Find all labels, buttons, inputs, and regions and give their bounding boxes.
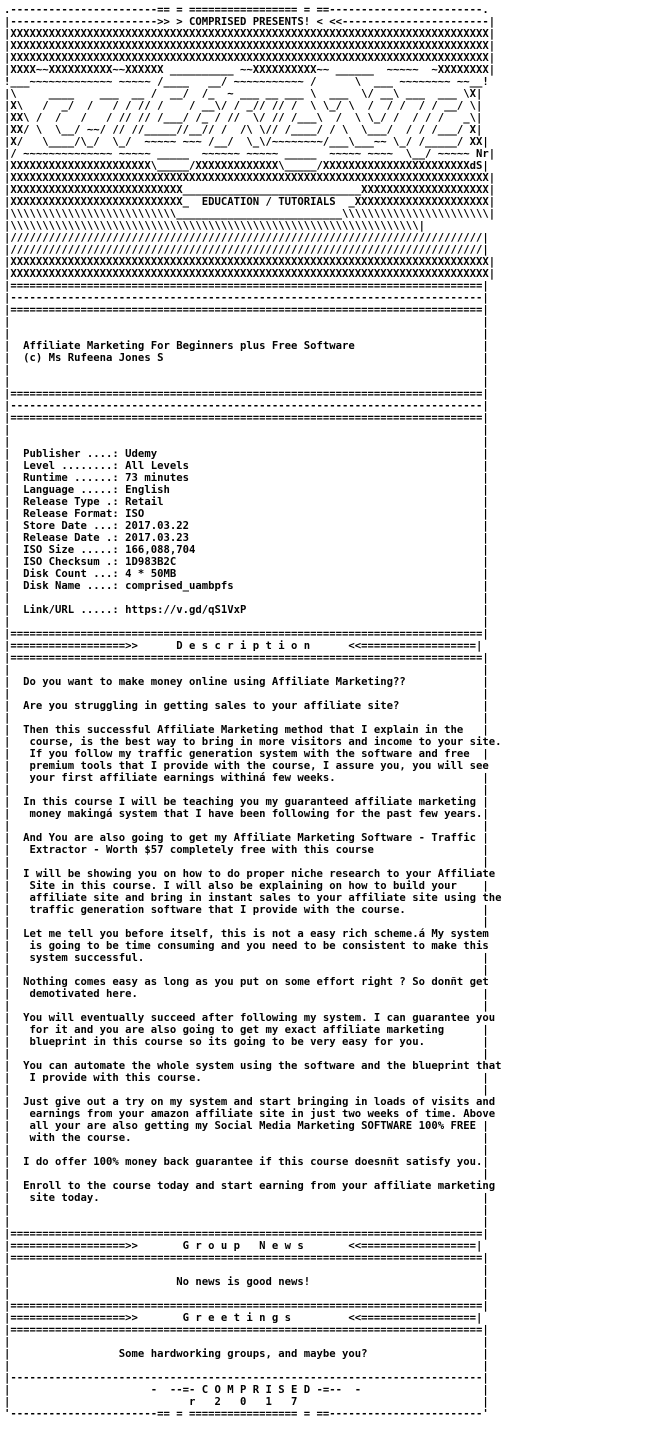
nfo-line: .-----------------------== = ================= = ==------------------------. (4, 4, 489, 16)
nfo-line: | | (4, 364, 489, 376)
nfo-line: |==========================================================================| (4, 1228, 489, 1240)
nfo-line: |==========================================================================| (4, 1252, 489, 1264)
nfo-line: |XX/ \ \__/ ~~/ // //_____//__// / /\ \// /____/ / \ \___/ / / /___/ X| (4, 124, 483, 136)
nfo-line: | | (4, 712, 489, 724)
nfo-line: | (c) Ms Rufeena Jones S | (4, 352, 489, 364)
nfo-line: | | (4, 1336, 489, 1348)
nfo-line: | | (4, 592, 489, 604)
nfo-line: | ISO Size .....: 166,088,704 | (4, 544, 489, 556)
nfo-line: | | (4, 820, 489, 832)
nfo-line: | r 2 0 1 7 | (4, 1396, 489, 1408)
nfo-line: | Just give out a try on my system and start bringing in loads of visits and (4, 1096, 496, 1108)
nfo-line: | Let me tell you before itself, this is not a easy rich scheme.á My system (4, 928, 489, 940)
nfo-line: | Release Format: ISO | (4, 508, 489, 520)
nfo-line: |\\\\\\\\\\\\\\\\\\\\\\\\\\\\\\\\\\\\\\\\\\\\\\\\\\\\\\\\\\\\\\\\| (4, 220, 425, 232)
nfo-line: |==========================================================================| (4, 304, 489, 316)
nfo-line: |\\\\\\\\\\\\\\\\\\\\\\\\\\__________________________\\\\\\\\\\\\\\\\\\\\\\\| (4, 208, 496, 220)
nfo-line: |/ ~~~~~~~~~~~~~~ ~~~~~ _____ ~~~~~~ ~~~~~ _____ ~~~~~ ~~~~ \__/ ~~~~~ Nr| (4, 148, 496, 160)
nfo-line: | | (4, 316, 489, 328)
nfo-line: |XXXXXXXXXXXXXXXXXXXXXXXXXXX____________________________XXXXXXXXXXXXXXXXXXXX| (4, 184, 496, 196)
nfo-line: | premium tools that I provide with the course, I assure you, you will see (4, 760, 489, 772)
nfo-line: | | (4, 1204, 489, 1216)
nfo-line: |XXXXXXXXXXXXXXXXXXXXXXXXXXX_ EDUCATION / TUTORIALS _XXXXXXXXXXXXXXXXXXXXX| (4, 196, 496, 208)
nfo-line: |XX\ / / / / // // /___/ /_ / // \/ // /___\ / \ \_/ / / / / _\| (4, 112, 483, 124)
nfo-line: '-----------------------== = ================= = ==------------------------' (4, 1408, 489, 1420)
nfo-line: |XXXXXXXXXXXXXXXXXXXXXXXXXXXXXXXXXXXXXXXXXXXXXXXXXXXXXXXXXXXXXXXXXXXXXXXXXXX| (4, 52, 496, 64)
nfo-line: | money makingá system that I have been following for the past few years.| (4, 808, 489, 820)
nfo-line: |XXXXXXXXXXXXXXXXXXXXXXXXXXXXXXXXXXXXXXXXXXXXXXXXXXXXXXXXXXXXXXXXXXXXXXXXXXX| (4, 28, 496, 40)
nfo-line: | | (4, 1288, 489, 1300)
nfo-line: |//////////////////////////////////////////////////////////////////////////| (4, 244, 489, 256)
nfo-line: | I provide with this course. | (4, 1072, 489, 1084)
nfo-line: |--------------------------------------------------------------------------| (4, 1372, 489, 1384)
nfo-line: | | (4, 436, 489, 448)
nfo-line: |==========================================================================| (4, 388, 489, 400)
nfo-line: | | (4, 1264, 489, 1276)
nfo-line: |XXXXXXXXXXXXXXXXXXXXXXXXXXXXXXXXXXXXXXXXXXXXXXXXXXXXXXXXXXXXXXXXXXXXXXXXXXX| (4, 172, 496, 184)
nfo-line: | Release Date .: 2017.03.23 | (4, 532, 489, 544)
nfo-line: |==================>> D e s c r i p t i o n <<==================| (4, 640, 483, 652)
nfo-line: | Language .....: English | (4, 484, 489, 496)
nfo-line: | Enroll to the course today and start earning from your affiliate marketing (4, 1180, 496, 1192)
nfo-line: | Level ........: All Levels | (4, 460, 489, 472)
nfo-line: |==================>> G r o u p N e w s <<==================| (4, 1240, 483, 1252)
nfo-line: | Then this successful Affiliate Marketing method that I explain in the | (4, 724, 489, 736)
nfo-line: | for it and you are also going to get my exact affiliate marketing | (4, 1024, 489, 1036)
nfo-line: | demotivated here. | (4, 988, 489, 1000)
nfo-line: |==========================================================================| (4, 628, 489, 640)
nfo-line: | Disk Count ...: 4 * 50MB | (4, 568, 489, 580)
nfo-line: | No news is good news! | (4, 1276, 489, 1288)
nfo-line: | I do offer 100% money back guarantee if this course doesnñt satisfy you.| (4, 1156, 489, 1168)
nfo-line: | | (4, 424, 489, 436)
nfo-line: | with the course. | (4, 1132, 489, 1144)
nfo-line: | - --=- C O M P R I S E D -=-- - | (4, 1384, 489, 1396)
nfo-line: |XXXXXXXXXXXXXXXXXXXXXXXXXXXXXXXXXXXXXXXXXXXXXXXXXXXXXXXXXXXXXXXXXXXXXXXXXXX| (4, 40, 496, 52)
nfo-line: | Release Type .: Retail | (4, 496, 489, 508)
nfo-line: | Store Date ...: 2017.03.22 | (4, 520, 489, 532)
nfo-line: | | (4, 784, 489, 796)
nfo-line: |==========================================================================| (4, 280, 489, 292)
nfo-line: | You will eventually succeed after following my system. I can guarantee you (4, 1012, 496, 1024)
nfo-line: | affiliate site and bring in instant sales to your affiliate site using the (4, 892, 502, 904)
nfo-line: | | (4, 1360, 489, 1372)
nfo-line: | is going to be time consuming and you need to be consistent to make this (4, 940, 489, 952)
nfo-line: | | (4, 964, 489, 976)
nfo-line: | In this course I will be teaching you my guaranteed affiliate marketing | (4, 796, 489, 808)
nfo-line: | | (4, 916, 489, 928)
nfo-line: | | (4, 1048, 489, 1060)
nfo-line: | | (4, 1084, 489, 1096)
nfo-line: |XXXXXXXXXXXXXXXXXXXXXXXXXXXXXXXXXXXXXXXXXXXXXXXXXXXXXXXXXXXXXXXXXXXXXXXXXXX| (4, 268, 496, 280)
nfo-line: | ISO Checksum .: 1D983B2C | (4, 556, 489, 568)
nfo-line: |XXXX~~XXXXXXXXXX~~XXXXXX __________ ~~XXXXXXXXXX~~ ______ ~~~~~ ~XXXXXXXX| (4, 64, 496, 76)
nfo-line: | site today. | (4, 1192, 489, 1204)
nfo-line: | | (4, 328, 489, 340)
nfo-line: |--------------------------------------------------------------------------| (4, 292, 489, 304)
nfo-line: | Some hardworking groups, and maybe you? | (4, 1348, 489, 1360)
nfo-line: | | (4, 856, 489, 868)
nfo-line: | blueprint in this course so its going to be very easy for you. | (4, 1036, 489, 1048)
nfo-line: |--------------------------------------------------------------------------| (4, 400, 489, 412)
nfo-line: |==========================================================================| (4, 1300, 489, 1312)
nfo-line: | I will be showing you on how to do proper niche research to your Affiliate (4, 868, 496, 880)
nfo-line: | | (4, 1216, 489, 1228)
nfo-line: | | (4, 376, 489, 388)
nfo-line: |==========================================================================| (4, 652, 489, 664)
nfo-line: | Are you struggling in getting sales to your affiliate site? | (4, 700, 489, 712)
nfo-line: |XXXXXXXXXXXXXXXXXXXXXX\_____/XXXXXXXXXXXXX\_____/XXXXXXXXXXXXXXXXXXXXXXXdS| (4, 160, 489, 172)
nfo-line: |XXXXXXXXXXXXXXXXXXXXXXXXXXXXXXXXXXXXXXXXXXXXXXXXXXXXXXXXXXXXXXXXXXXXXXXXXXX| (4, 256, 496, 268)
nfo-line: | all your are also getting my Social Media Marketing SOFTWARE 100% FREE | (4, 1120, 489, 1132)
nfo-line: | Affiliate Marketing For Beginners plus Free Software | (4, 340, 489, 352)
nfo-line: |----------------------->> > COMPRISED PRESENTS! < <<-----------------------| (4, 16, 496, 28)
nfo-line: | earnings from your amazon affiliate site in just two weeks of time. Above (4, 1108, 496, 1120)
nfo-line: |\ ____ ___ __ / __/ /_ ~ ___ __ ___ \ ___ \/ __\ ___ ___ \X| (4, 88, 483, 100)
nfo-line: !___~~~~~~~~~~~~~ ~~~~~ /____ __/ ~~~~~~~~~~~ / \ ___ ~~~~~~~~ ~~__! (4, 76, 489, 88)
nfo-line: | Extractor - Worth $57 completely free with this course | (4, 844, 489, 856)
nfo-line: | | (4, 1168, 489, 1180)
nfo-line: | your first affiliate earnings withiná few weeks. | (4, 772, 489, 784)
nfo-line: | course, is the best way to bring in more visitors and income to your site. (4, 736, 502, 748)
nfo-line: | Nothing comes easy as long as you put on some effort right ? So donñt get (4, 976, 489, 988)
nfo-line: |==========================================================================| (4, 412, 489, 424)
nfo-line: | Link/URL .....: https://v.gd/qS1VxP | (4, 604, 489, 616)
nfo-line: | system successful. | (4, 952, 489, 964)
nfo-line: | | (4, 1000, 489, 1012)
nfo-line: | | (4, 664, 489, 676)
nfo-line: | Runtime ......: 73 minutes | (4, 472, 489, 484)
nfo-line: | traffic generation software that I provide with the course. | (4, 904, 489, 916)
nfo-line: | Disk Name ....: comprised_uambpfs | (4, 580, 489, 592)
nfo-line: |==================>> G r e e t i n g s <<==================| (4, 1312, 483, 1324)
nfo-line: | If you follow my traffic generation system with the software and free | (4, 748, 489, 760)
nfo-line: | Publisher ....: Udemy | (4, 448, 489, 460)
nfo-line: |==========================================================================| (4, 1324, 489, 1336)
nfo-line: | You can automate the whole system using the software and the blueprint that (4, 1060, 502, 1072)
nfo-line: |X\ / _/ / / / // / / __\/ / _// // / \ \_/ \ / / / / / __/ \| (4, 100, 483, 112)
nfo-line: | | (4, 1144, 489, 1156)
nfo-line: | | (4, 616, 489, 628)
nfo-line: | Site in this course. I will also be explaining on how to build your | (4, 880, 489, 892)
nfo-line: |X/ \____/\_/ \_/ ~~~~~ ~~~ /__/ \_\/~~~~~~~~/___\___~~ \_/ /_____/ XX| (4, 136, 489, 148)
nfo-line: | And You are also going to get my Affiliate Marketing Software - Traffic | (4, 832, 489, 844)
nfo-line: |//////////////////////////////////////////////////////////////////////////| (4, 232, 489, 244)
nfo-line: | Do you want to make money online using Affiliate Marketing?? | (4, 676, 489, 688)
nfo-line: | | (4, 688, 489, 700)
